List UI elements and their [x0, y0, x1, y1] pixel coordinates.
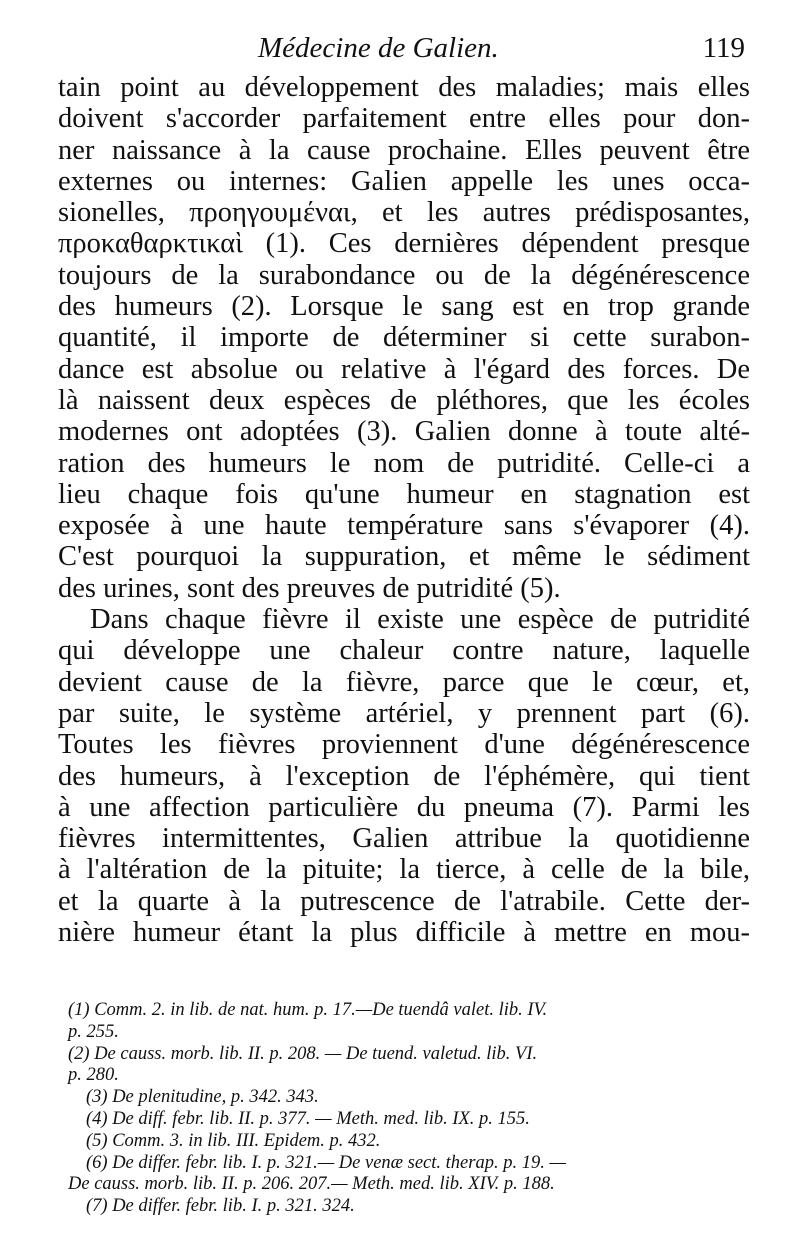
text-line: par suite, le système artériel, y prennent part (6).	[58, 697, 750, 729]
text-line: sionelles, προηγουμέναι, et les autres prédisposantes,	[58, 197, 750, 229]
footnote-line: (4) De diff. febr. lib. II. p. 377. — Meth. med. lib. IX. p. 155.	[86, 1108, 530, 1129]
text-line: des urines, sont des preuves de putridité (5).	[58, 572, 561, 604]
main-text	[58, 72, 750, 948]
running-title: Médecine de Galien.	[258, 32, 499, 64]
text-line: modernes ont adoptées (3). Galien donne à toute alté-	[58, 416, 750, 448]
text-line: là naissent deux espèces de pléthores, que les écoles	[58, 384, 750, 416]
text-line: à l'altération de la pituite; la tierce, à celle de la bile,	[58, 854, 750, 886]
text-line: προκαθαρκτικαὶ (1). Ces dernières dépendent presque	[58, 228, 750, 260]
text-line: à une affection particulière du pneuma (7). Parmi les	[58, 791, 750, 823]
text-line: externes ou internes: Galien appelle les unes occa-	[58, 165, 750, 197]
footnote-line: p. 280.	[68, 1065, 119, 1086]
text-line: toujours de la surabondance ou de la dégénérescence	[58, 259, 750, 291]
footnote-line: De causs. morb. lib. II. p. 206. 207.— Meth. med. lib. XIV. p. 188.	[68, 1174, 555, 1195]
text-line: qui développe une chaleur contre nature, laquelle	[58, 635, 750, 667]
text-line: ration des humeurs le nom de putridité. Celle-ci a	[58, 447, 750, 479]
footnote-line: (6) De differ. febr. lib. I. p. 321.— De venæ sect. therap. p. 19. —	[86, 1152, 566, 1173]
footnote-line: (5) Comm. 3. in lib. III. Epidem. p. 432.	[86, 1130, 381, 1151]
text-line: des humeurs, à l'exception de l'éphémère, qui tient	[58, 760, 750, 792]
footnote-line: p. 255.	[68, 1021, 119, 1042]
text-line: Toutes les fièvres proviennent d'une dégénérescence	[58, 729, 750, 761]
text-line: fièvres intermittentes, Galien attribue la quotidienne	[58, 823, 750, 855]
footnote-line: (7) De differ. febr. lib. I. p. 321. 324.	[86, 1196, 355, 1217]
text-line: dance est absolue ou relative à l'égard des forces. De	[58, 353, 750, 385]
footnote-line: (3) De plenitudine, p. 342. 343.	[86, 1087, 319, 1108]
text-line: doivent s'accorder parfaitement entre elles pour don-	[58, 103, 750, 135]
footnote-line: (1) Comm. 2. in lib. de nat. hum. p. 17.—De tuendâ valet. lib. IV.	[68, 1000, 548, 1020]
text-line: des humeurs (2). Lorsque le sang est en trop grande	[58, 291, 750, 323]
text-line: quantité, il importe de déterminer si cette surabon-	[58, 322, 750, 354]
footnote-line: (2) De causs. morb. lib. II. p. 208. — De tuend. valetud. lib. VI.	[68, 1043, 538, 1064]
text-line: exposée à une haute température sans s'évaporer (4).	[58, 510, 750, 542]
text-line: nière humeur étant la plus difficile à mettre en mou-	[58, 917, 750, 949]
text-line: C'est pourquoi la suppuration, et même le sédiment	[58, 541, 750, 573]
text-line: ner naissance à la cause prochaine. Elles peuvent être	[58, 134, 750, 166]
page-number: 119	[702, 32, 745, 64]
text-line: Dans chaque fièvre il existe une espèce de putridité	[90, 604, 750, 636]
text-line: lieu chaque fois qu'une humeur en stagnation est	[58, 478, 750, 510]
text-line: tain point au développement des maladies; mais elles	[58, 72, 750, 103]
footnotes	[68, 1000, 758, 1218]
running-header	[60, 32, 745, 72]
text-line: devient cause de la fièvre, parce que le cœur, et,	[58, 666, 750, 698]
text-line: et la quarte à la putrescence de l'atrabile. Cette der-	[58, 885, 750, 917]
